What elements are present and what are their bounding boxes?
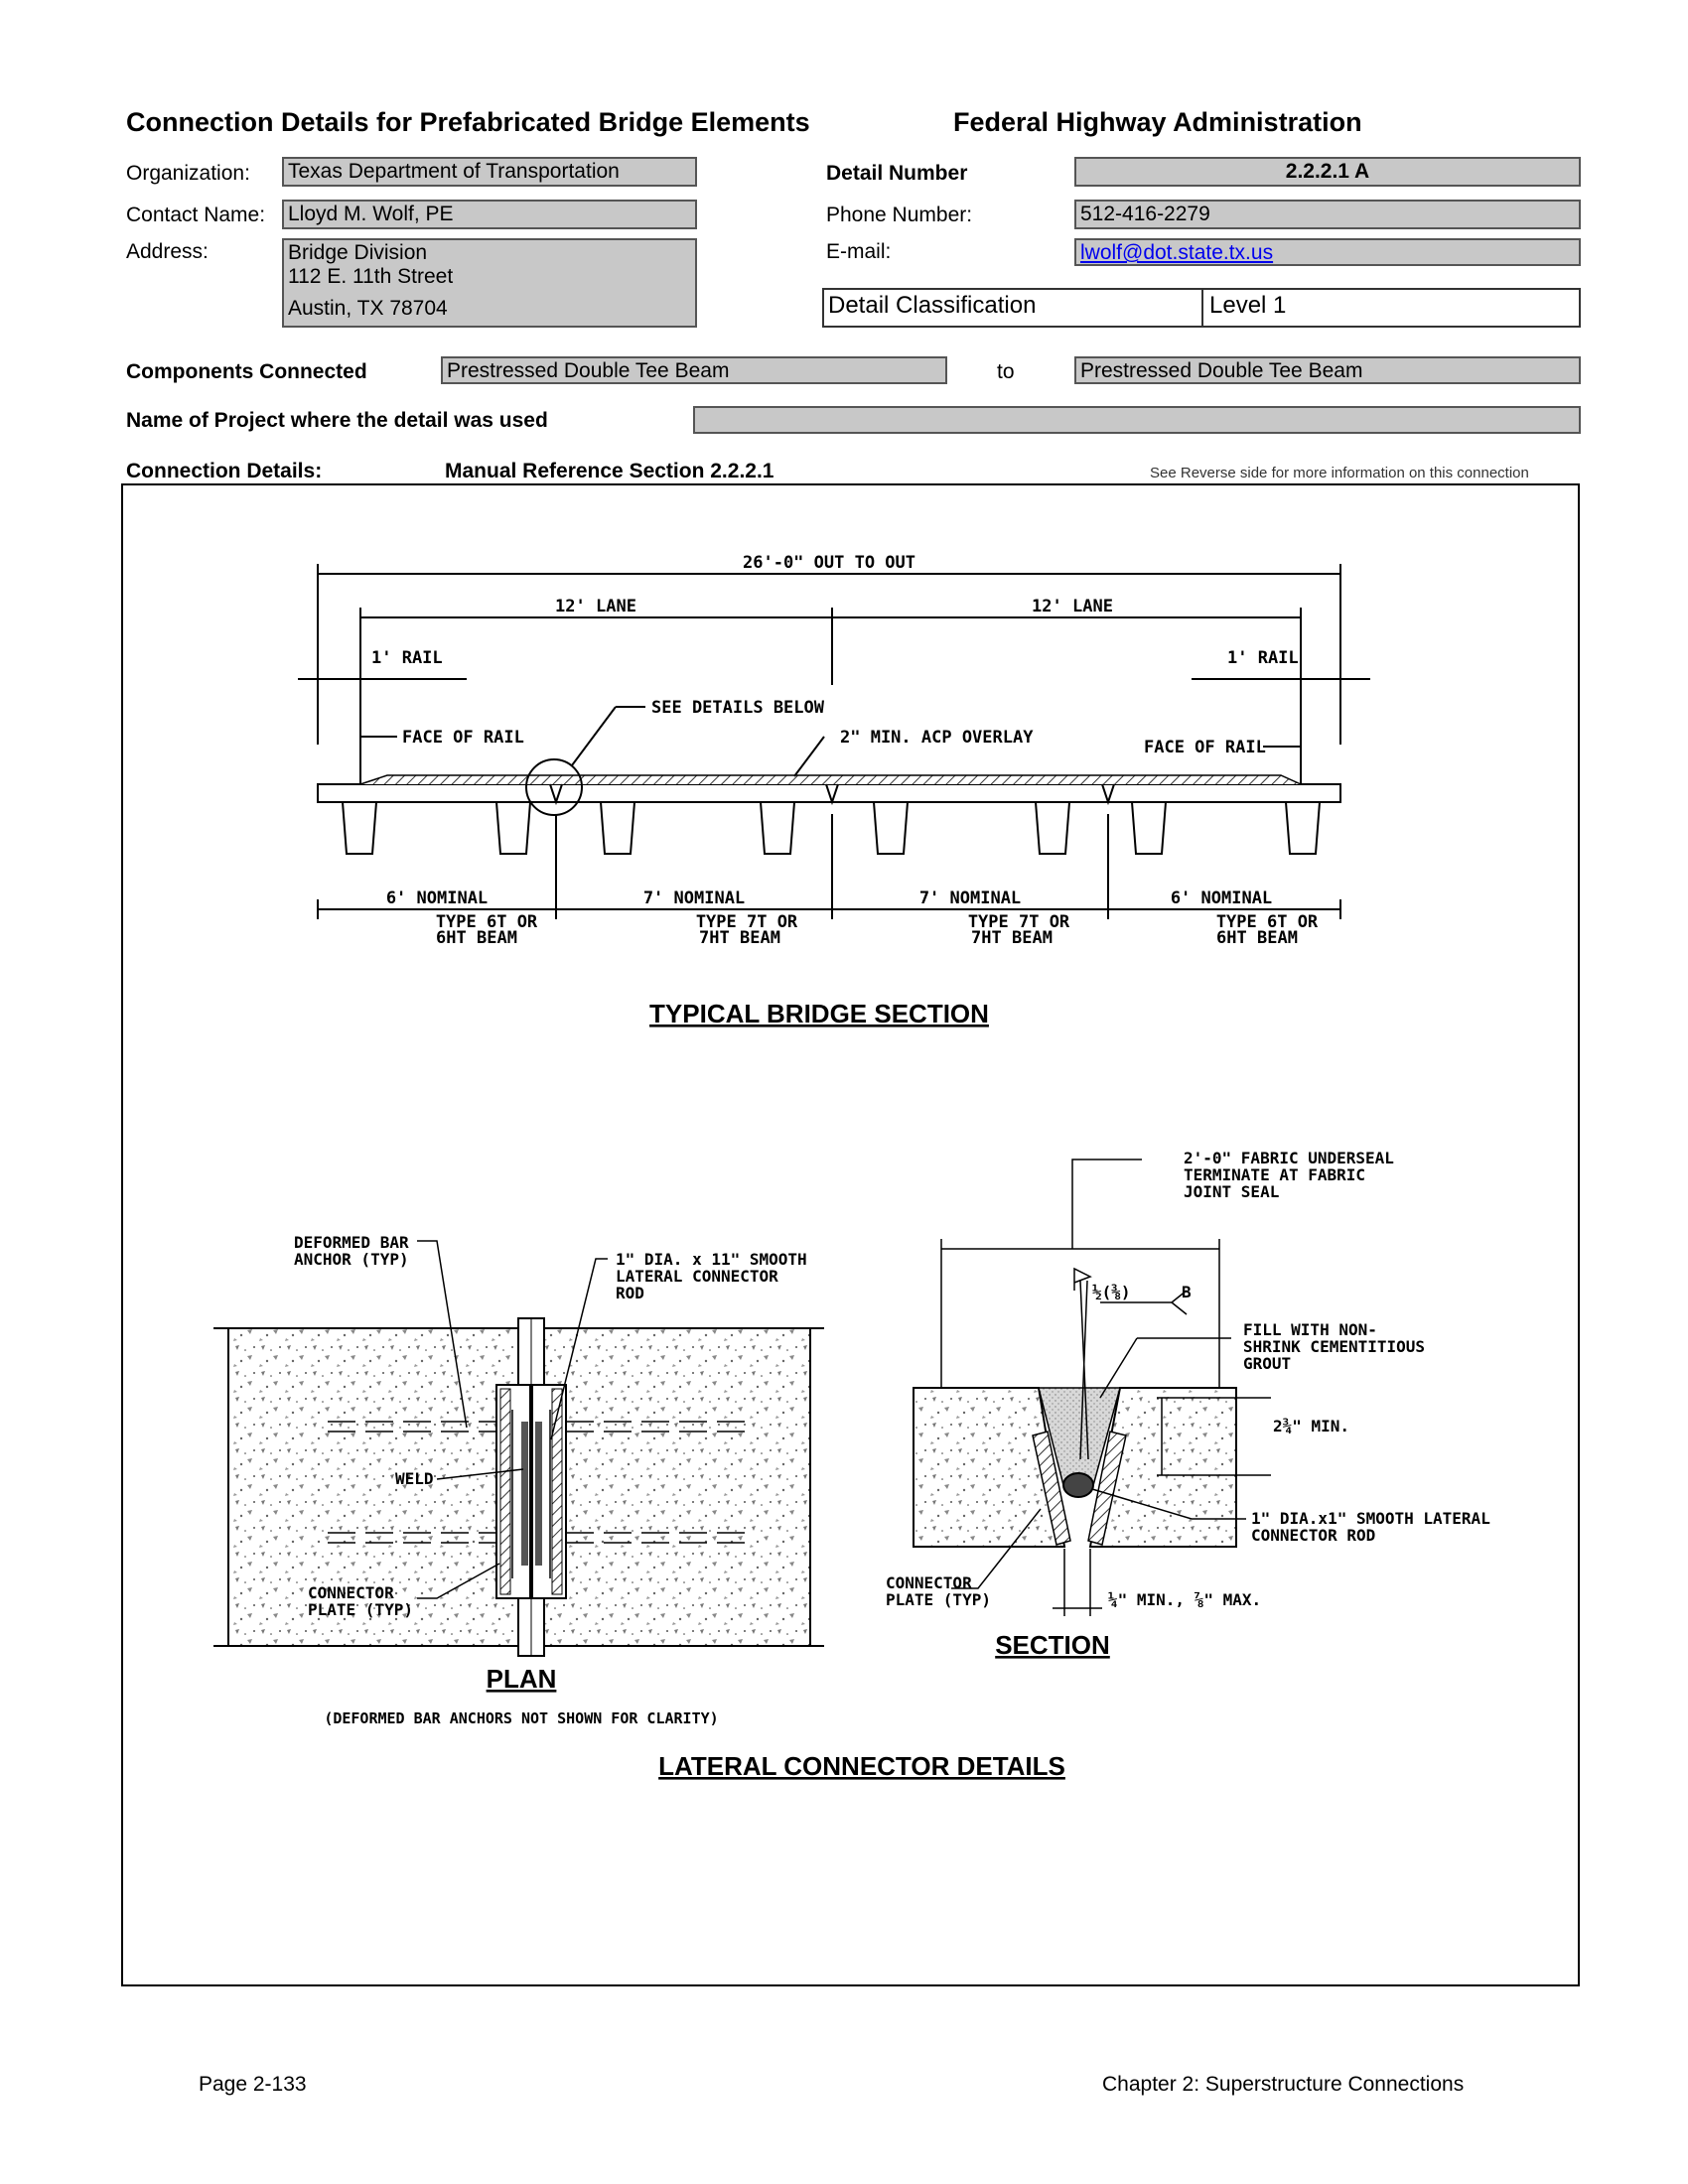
page-number: Page 2-133 bbox=[199, 2073, 307, 2096]
beam-2b: 7HT BEAM bbox=[699, 928, 780, 948]
plan-weld-label: WELD bbox=[395, 1469, 434, 1488]
email-link[interactable]: lwolf@dot.state.tx.us bbox=[1080, 241, 1274, 264]
phone-label: Phone Number: bbox=[826, 204, 973, 226]
plan-anchor-1: DEFORMED BAR bbox=[294, 1233, 409, 1252]
email-label: E-mail: bbox=[826, 240, 892, 263]
project-label: Name of Project where the detail was used bbox=[126, 409, 548, 432]
plan-anchor-2: ANCHOR (TYP) bbox=[294, 1250, 409, 1269]
beam-1b: 6HT BEAM bbox=[436, 928, 517, 948]
beam-4b: 6HT BEAM bbox=[1216, 928, 1298, 948]
detail-number-field[interactable]: 2.2.2.1 A bbox=[1074, 157, 1581, 187]
beam-4a: TYPE 6T OR bbox=[1215, 912, 1319, 932]
sec-fabric-3: JOINT SEAL bbox=[1184, 1182, 1280, 1201]
reverse-note: See Reverse side for more information on this connection bbox=[1150, 465, 1529, 481]
manual-reference: Manual Reference Section 2.2.2.1 bbox=[445, 460, 774, 482]
organization-label: Organization: bbox=[126, 162, 250, 185]
plan-note: (DEFORMED BAR ANCHORS NOT SHOWN FOR CLARITY) bbox=[324, 1709, 719, 1727]
connection-details-label: Connection Details: bbox=[126, 460, 323, 482]
face-rail-right-label: FACE OF RAIL bbox=[1144, 738, 1266, 757]
see-details-label: SEE DETAILS BELOW bbox=[651, 698, 824, 718]
agency-name: Federal Highway Administration bbox=[953, 107, 1362, 137]
section-title: SECTION bbox=[995, 1630, 1110, 1660]
to-label: to bbox=[997, 360, 1015, 383]
sec-fill-1: FILL WITH NON- bbox=[1243, 1320, 1377, 1339]
address-line-2: 112 E. 11th Street bbox=[288, 265, 454, 288]
nominal-4: 6' NOMINAL bbox=[1170, 888, 1273, 908]
beam-1a: TYPE 6T OR bbox=[435, 912, 538, 932]
sec-rod-2: CONNECTOR ROD bbox=[1251, 1526, 1376, 1545]
organization-field[interactable]: Texas Department of Transportation bbox=[282, 157, 697, 187]
sec-fill-3: GROUT bbox=[1243, 1354, 1292, 1373]
phone-field[interactable]: 512-416-2279 bbox=[1074, 200, 1581, 229]
out-to-out-dim: 26'-0" OUT TO OUT bbox=[743, 553, 915, 573]
sec-min-dim: 2¾" MIN. bbox=[1273, 1417, 1350, 1435]
plan-title: PLAN bbox=[486, 1664, 557, 1694]
beam-2a: TYPE 7T OR bbox=[695, 912, 798, 932]
nominal-3: 7' NOMINAL bbox=[918, 888, 1022, 908]
classification-label: Detail Classification bbox=[828, 292, 1037, 319]
component-a-field[interactable]: Prestressed Double Tee Beam bbox=[441, 356, 947, 384]
rail-right-dim: 1' RAIL bbox=[1227, 648, 1299, 668]
chapter-label: Chapter 2: Superstructure Connections bbox=[1102, 2073, 1465, 2096]
sec-fill-2: SHRINK CEMENTITIOUS bbox=[1243, 1337, 1426, 1356]
address-line-3: Austin, TX 78704 bbox=[288, 297, 448, 320]
sec-weld-b: B bbox=[1182, 1283, 1192, 1301]
components-label: Components Connected bbox=[126, 360, 367, 383]
beam-3a: TYPE 7T OR bbox=[967, 912, 1070, 932]
sec-plate-2: PLATE (TYP) bbox=[886, 1590, 991, 1609]
contact-label: Contact Name: bbox=[126, 204, 266, 226]
component-b-field[interactable]: Prestressed Double Tee Beam bbox=[1074, 356, 1581, 384]
sec-gap-dim: ¼" MIN., ⅞" MAX. bbox=[1108, 1590, 1262, 1609]
typical-section-title: TYPICAL BRIDGE SECTION bbox=[649, 999, 989, 1028]
address-line-1: Bridge Division bbox=[288, 241, 428, 264]
lane-left-dim: 12' LANE bbox=[555, 597, 636, 616]
contact-field[interactable]: Lloyd M. Wolf, PE bbox=[282, 200, 697, 229]
address-label: Address: bbox=[126, 240, 209, 263]
classification-value: Level 1 bbox=[1209, 292, 1287, 319]
sec-plate-1: CONNECTOR bbox=[886, 1573, 972, 1592]
plan-rod-1: 1" DIA. x 11" SMOOTH bbox=[616, 1250, 807, 1269]
sec-fabric-1: 2'-0" FABRIC UNDERSEAL bbox=[1184, 1149, 1394, 1167]
sec-rod-1: 1" DIA.x1" SMOOTH LATERAL bbox=[1251, 1509, 1490, 1528]
lateral-details-title: LATERAL CONNECTOR DETAILS bbox=[658, 1751, 1065, 1781]
plan-plate-2: PLATE (TYP) bbox=[308, 1600, 413, 1619]
sec-fabric-2: TERMINATE AT FABRIC bbox=[1184, 1165, 1366, 1184]
plan-rod-3: ROD bbox=[616, 1284, 644, 1302]
rail-left-dim: 1' RAIL bbox=[371, 648, 443, 668]
nominal-2: 7' NOMINAL bbox=[642, 888, 746, 908]
nominal-1: 6' NOMINAL bbox=[385, 888, 489, 908]
document-title: Connection Details for Prefabricated Bridge Elements bbox=[126, 107, 810, 137]
sec-weld-label: ½(⅜) bbox=[1092, 1283, 1131, 1301]
face-rail-left-label: FACE OF RAIL bbox=[402, 728, 524, 748]
lane-right-dim: 12' LANE bbox=[1032, 597, 1113, 616]
detail-number-label: Detail Number bbox=[826, 162, 968, 185]
plan-plate-1: CONNECTOR bbox=[308, 1583, 394, 1602]
overlay-label: 2" MIN. ACP OVERLAY bbox=[840, 728, 1034, 748]
plan-rod-2: LATERAL CONNECTOR bbox=[616, 1267, 778, 1286]
beam-3b: 7HT BEAM bbox=[971, 928, 1053, 948]
